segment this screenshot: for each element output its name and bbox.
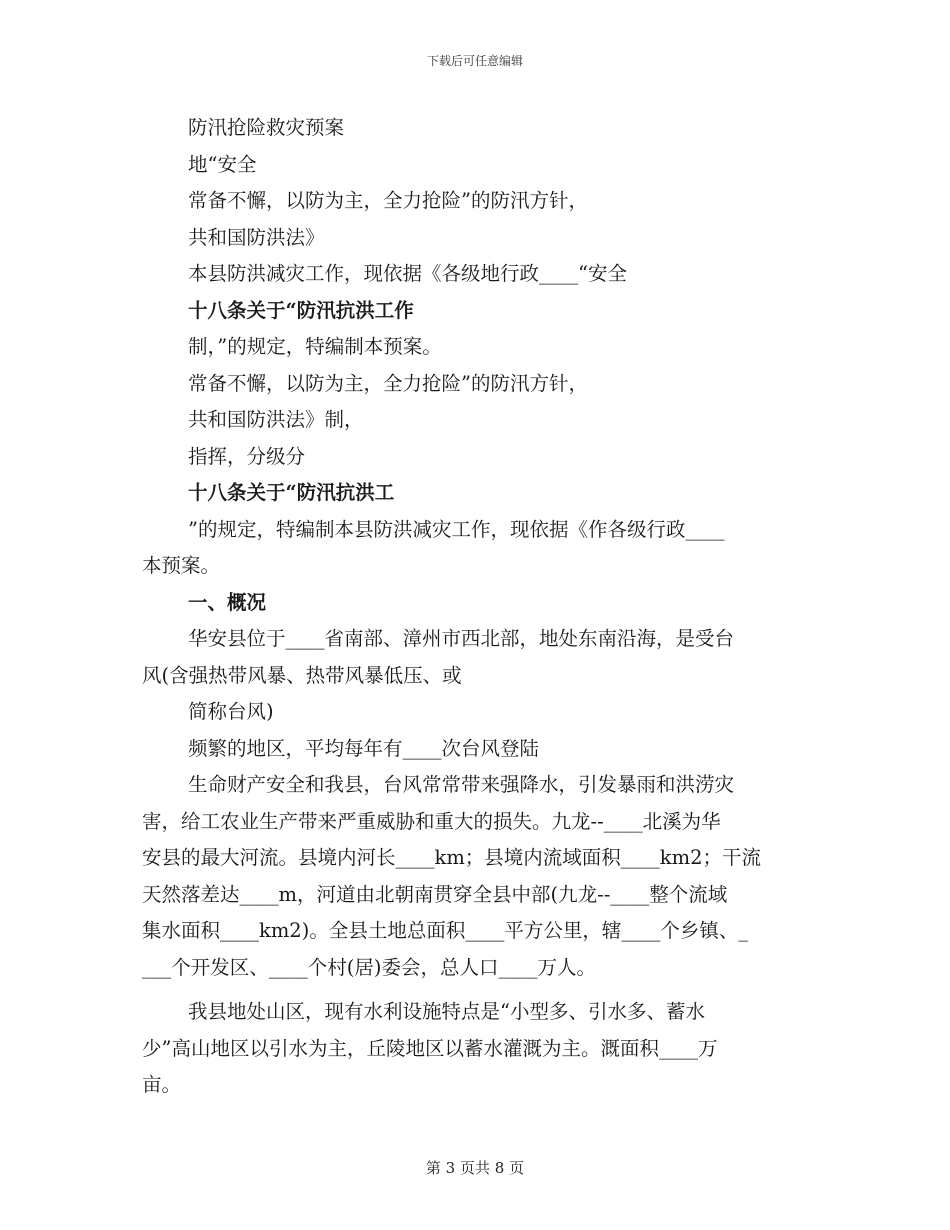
text-line: 华安县位于____省南部、漳州市西北部，地处东南沿海，是受台: [188, 627, 735, 650]
document-body: [142, 110, 808, 1104]
text-line: 指挥，分级分: [188, 444, 306, 468]
text-line: ”的规定，特编制本县防洪减灾工作，现依据《作各级行政____: [188, 517, 725, 541]
text-line: 我县地处山区，现有水利设施特点是“小型多、引水多、蓄水: [188, 1000, 705, 1023]
text-line: 生命财产安全和我县，台风常常带来强降水，引发暴雨和洪涝灾: [188, 773, 735, 796]
text-line: 害，给工农业生产带来严重威胁和重大的损失。九龙--____北溪为华: [142, 809, 721, 833]
text-line: 集水面积____km2)。全县土地总面积____平方公里，辖____个乡镇、_: [142, 919, 749, 942]
text-line: 共和国防洪法》: [188, 225, 325, 249]
bold-text-line: 十八条关于“防汛抗洪工作: [188, 298, 414, 322]
text-line: 共和国防洪法》制，: [188, 408, 364, 431]
text-line: 安县的最大河流。县境内河长____km；县境内流域面积____km2；干流: [142, 846, 762, 869]
text-line: 本预案。: [142, 554, 221, 577]
text-line: 亩。: [142, 1073, 182, 1096]
text-line: ___个开发区、____个村(居)委会，总人口____万人。: [142, 955, 596, 979]
text-line: 常备不懈，以防为主，全力抢险”的防汛方针，: [188, 189, 588, 212]
text-line: 常备不懈，以防为主，全力抢险”的防汛方针，: [188, 371, 588, 395]
text-line: 少”高山地区以引水为主，丘陵地区以蓄水灌溉为主。溉面积____万: [142, 1036, 718, 1060]
text-line: 简称台风): [188, 700, 274, 723]
text-line: 风(含强热带风暴、热带风暴低压、或: [142, 663, 462, 687]
text-line: 制，”的规定，特编制本预案。: [188, 335, 442, 358]
text-line: 天然落差达____m，河道由北朝南贯穿全县中部(九龙--____整个流域: [142, 882, 728, 906]
text-line: 防汛抢险救灾预案: [188, 116, 345, 139]
text-line: 本县防洪减灾工作，现依据《各级地行政____“安全: [188, 262, 627, 285]
page-footer: 第 3 页共 8 页: [425, 1159, 525, 1177]
text-line: 频繁的地区，平均每年有____次台风登陆: [188, 736, 540, 760]
page-header: 下载后可任意编辑: [426, 54, 523, 68]
bold-text-line: 十八条关于“防汛抗洪工: [188, 481, 395, 504]
text-line: 地“安全: [188, 152, 257, 176]
section-heading: 一、概况: [188, 590, 267, 614]
